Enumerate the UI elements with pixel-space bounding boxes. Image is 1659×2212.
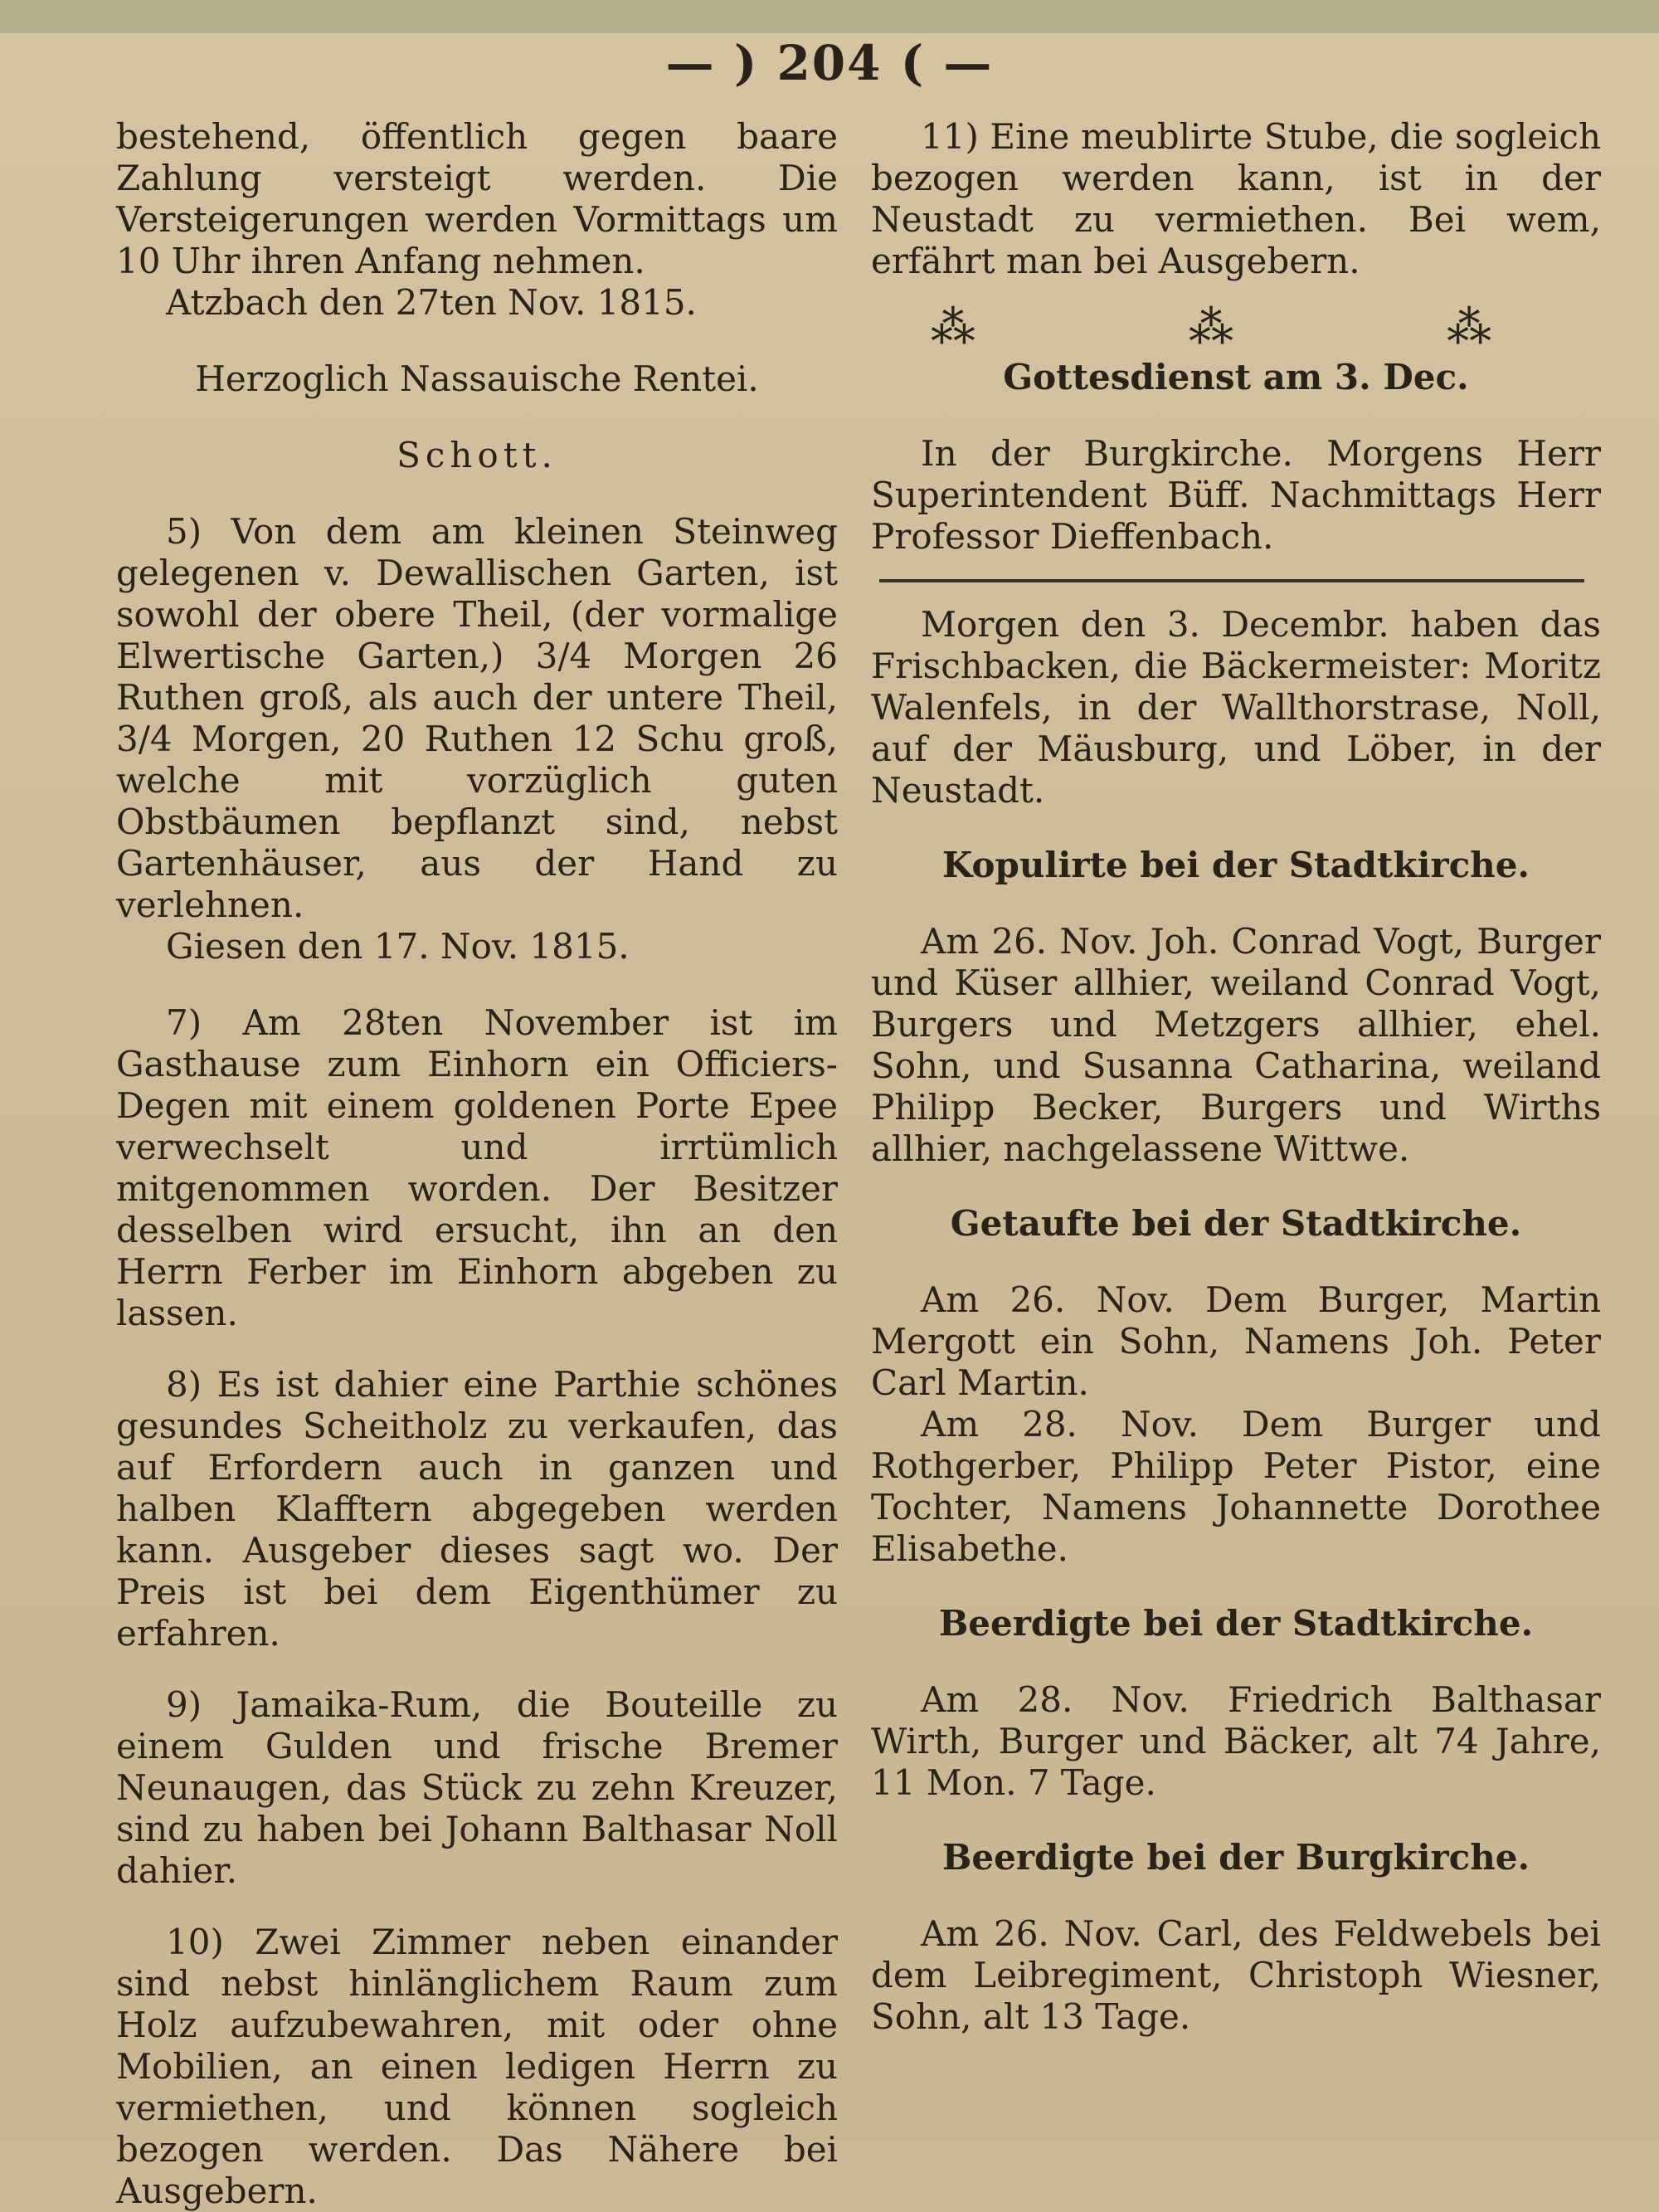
notice-item-5-place-date: Giesen den 17. Nov. 1815. xyxy=(166,926,630,967)
notice-item-7: 7) Am 28ten November ist im Gasthause zum Einhorn ein Officiers-Degen mit einem goldenen Porte Epee verwechselt und irrtümlich mitgenommen worden. Der Besitzer desselben wird ersucht, ihn an den Herrn Ferber im Einhorn abgeben zu lassen. xyxy=(116,1002,838,1333)
kopulirte-text: Am 26. Nov. Joh. Conrad Vogt, Burger und Küser allhier, weiland Conrad Vogt, Burgers und Metzgers allhier, ehel. Sohn, und Susanna Catharina, weiland Philipp Becker, Burgers und Wirths allhier, nachgelassene Wittwe. xyxy=(871,921,1601,1169)
notice-item-11: 11) Eine meublirte Stube, die sogleich bezogen werden kann, ist in der Neustadt zu vermiethen. Bei wem, erfährt man bei Ausgebern. xyxy=(871,116,1601,281)
auction-notice-place-date: Atzbach den 27ten Nov. 1815. xyxy=(166,282,697,323)
auction-notice-signer-title: Herzoglich Nassauische Rentei. xyxy=(195,358,759,399)
getaufte-text-2: Am 28. Nov. Dem Burger und Rothgerber, Philipp Peter Pistor, eine Tochter, Namens Johannette Dorothee Elisabethe. xyxy=(871,1404,1601,1569)
beerdigte-stadtkirche-heading: Beerdigte bei der Stadtkirche. xyxy=(938,1603,1534,1644)
right-column xyxy=(871,116,1601,2038)
left-column xyxy=(116,116,838,2212)
page-number: — ) 204 ( — xyxy=(665,35,994,91)
getaufte-heading: Getaufte bei der Stadtkirche. xyxy=(950,1203,1522,1244)
auction-notice-text: bestehend, öffentlich gegen baare Zahlung versteigt werden. Die Versteigerungen werden Vormittags um 10 Uhr ihren Anfang nehmen. xyxy=(116,116,838,281)
notice-item-9: 9) Jamaika-Rum, die Bouteille zu einem Gulden und frische Bremer Neunaugen, das Stück zu zehn Kreuzer, sind zu haben bei Johann Balthasar Noll dahier. xyxy=(116,1684,838,1891)
section-divider xyxy=(879,579,1584,582)
gottesdienst-text: In der Burgkirche. Morgens Herr Superintendent Büff. Nachmittags Herr Professor Dieffenbach. xyxy=(871,433,1601,557)
bakers-notice: Morgen den 3. Decembr. haben das Frischbacken, die Bäckermeister: Moritz Walenfels, in der Wallthorstrase, Noll, auf der Mäusburg, und Löber, in der Neustadt. xyxy=(871,604,1601,811)
kopulirte-heading: Kopulirte bei der Stadtkirche. xyxy=(941,845,1530,885)
notice-item-5: 5) Von dem am kleinen Steinweg gelegenen v. Dewallischen Garten, ist sowohl der obere Theil, (der vormalige Elwertische Garten,) 3/4 Morgen 26 Ruthen groß, als auch der untere Theil, 3/4 Morgen, 20 Ruthen 12 Schu groß, welche mit vorzüglich guten Obstbäumen bepflanzt sind, nebst Gartenhäuser, aus der Hand zu verlehnen. xyxy=(116,511,838,925)
beerdigte-burgkirche-text: Am 26. Nov. Carl, des Feldwebels bei dem Leibregiment, Christoph Wiesner, Sohn, alt 13 Tage. xyxy=(871,1913,1601,2037)
getaufte-text-1: Am 26. Nov. Dem Burger, Martin Mergott ein Sohn, Namens Joh. Peter Carl Martin. xyxy=(871,1279,1601,1403)
beerdigte-stadtkirche-text: Am 28. Nov. Friedrich Balthasar Wirth, Burger und Bäcker, alt 74 Jahre, 11 Mon. 7 Tage. xyxy=(871,1679,1601,1803)
ornament-asterisms: ⁂ ⁂ ⁂ xyxy=(930,301,1592,353)
notice-item-8: 8) Es ist dahier eine Parthie schönes gesundes Scheitholz zu verkaufen, das auf Erfordern auch in ganzen und halben Klafftern abgegeben werden kann. Ausgeber dieses sagt wo. Der Preis ist bei dem Eigenthümer zu erfahren. xyxy=(116,1364,838,1654)
beerdigte-burgkirche-heading: Beerdigte bei der Burgkirche. xyxy=(941,1837,1530,1878)
notice-item-10: 10) Zwei Zimmer neben einander sind nebst hinlänglichem Raum zum Holz aufzubewahren, mit oder ohne Mobilien, an einen ledigen Herrn zu vermiethen, und können sogleich bezogen werden. Das Nähere bei Ausgebern. xyxy=(116,1922,838,2211)
gottesdienst-heading: Gottesdienst am 3. Dec. xyxy=(1003,357,1469,397)
auction-notice-signer-name: Schott. xyxy=(397,435,557,475)
